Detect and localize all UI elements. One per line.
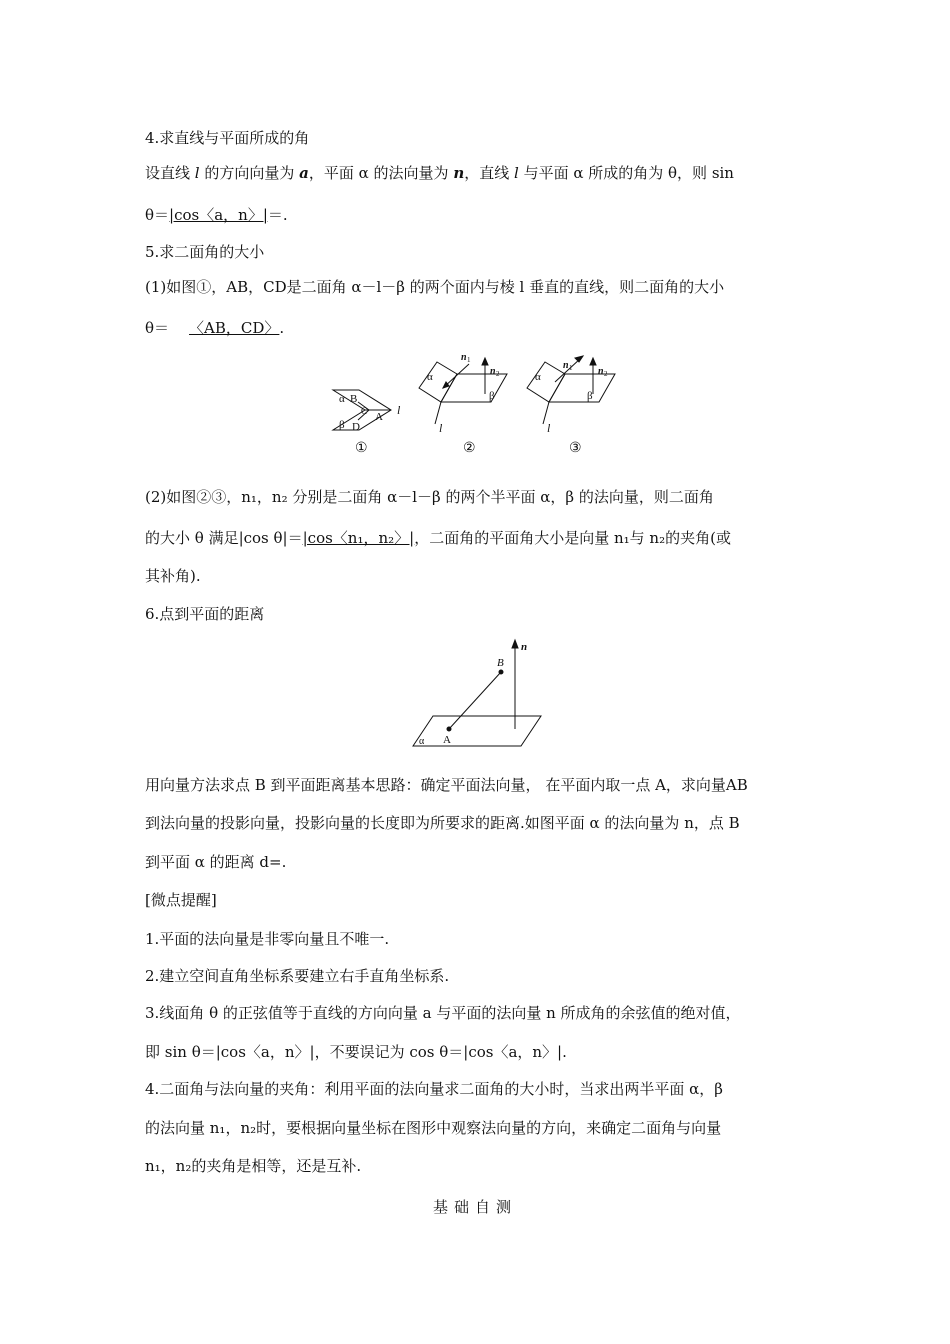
section-6-line1: 用向量方法求点 B 到平面距离基本思路：确定平面法向量， 在平面内取一点 A，求向量AB bbox=[145, 776, 748, 794]
section-5-p1-line1: (1)如图①，AB，CD是二面角 α－l－β 的两个面内与棱 l 垂直的直线，则二面角的大小 bbox=[145, 278, 725, 296]
text-fragment: 的大小 θ 满足|cos θ|＝ bbox=[145, 529, 303, 547]
text-fragment: 的方向向量为 bbox=[199, 164, 300, 182]
label-n2-sub: 2 bbox=[604, 370, 608, 378]
label-C: C bbox=[361, 406, 368, 416]
text-fragment: ＝. bbox=[267, 206, 288, 224]
label-alpha: α bbox=[535, 371, 541, 383]
caption-3: ③ bbox=[569, 441, 582, 456]
label-A: A bbox=[375, 411, 383, 423]
text-fragment: ，直线 bbox=[464, 164, 514, 182]
text-fragment: . bbox=[279, 319, 285, 337]
tips-heading: [微点提醒] bbox=[145, 891, 217, 909]
vector-a: a bbox=[299, 164, 309, 182]
tip-4-line1: 4.二面角与法向量的夹角：利用平面的法向量求二面角的大小时，当求出两半平面 α，β bbox=[145, 1080, 723, 1098]
answer-blank: |cos〈a，n〉| bbox=[169, 206, 268, 224]
label-B: B bbox=[497, 657, 504, 669]
label-n2-sub: 2 bbox=[496, 370, 500, 378]
section-4-line1 bbox=[145, 163, 734, 183]
figure-1 bbox=[333, 390, 401, 456]
label-n2: n bbox=[490, 366, 496, 377]
tip-4-line3: n₁，n₂的夹角是相等，还是互补. bbox=[145, 1157, 362, 1175]
text-fragment: ，平面 α 的法向量为 bbox=[308, 164, 454, 182]
label-l: l bbox=[439, 421, 443, 435]
dihedral-figures bbox=[325, 348, 625, 456]
tip-4-line2: 的法向量 n₁，n₂时，要根据向量坐标在图形中观察法向量的方向，来确定二面角与向量 bbox=[145, 1119, 722, 1137]
section-4-line2 bbox=[145, 205, 288, 225]
section-5-p2-line2 bbox=[145, 528, 731, 548]
section-6-line3: 到平面 α 的距离 d=. bbox=[145, 853, 287, 871]
label-alpha: α bbox=[339, 393, 345, 405]
label-n1: n bbox=[461, 352, 467, 363]
footer-title: 基础自测 bbox=[432, 1198, 517, 1216]
label-alpha: α bbox=[427, 371, 433, 383]
text-fragment: ，二面角的平面角大小是向量 n₁与 n₂的夹角(或 bbox=[414, 529, 731, 547]
label-n2: n bbox=[598, 366, 604, 377]
var-l: l bbox=[194, 164, 200, 182]
var-l: l bbox=[514, 164, 519, 182]
label-n1-sub: 1 bbox=[467, 356, 471, 364]
section-5-p2-line1: (2)如图②③，n₁，n₂ 分别是二面角 α－l－β 的两个半平面 α，β 的法向量，则二面角 bbox=[145, 488, 714, 506]
distance-figure bbox=[405, 636, 545, 751]
vector-n: n bbox=[453, 164, 465, 182]
section-6-heading: 6.点到平面的距离 bbox=[145, 605, 265, 623]
label-D: D bbox=[352, 421, 360, 433]
text-fragment: θ＝ bbox=[145, 206, 170, 224]
label-l: l bbox=[547, 421, 551, 435]
label-l: l bbox=[397, 403, 401, 417]
label-alpha: α bbox=[419, 736, 425, 747]
label-n1: n bbox=[563, 360, 569, 371]
label-beta: β bbox=[587, 390, 593, 402]
label-n: n bbox=[521, 641, 528, 653]
tip-1: 1.平面的法向量是非零向量且不唯一. bbox=[145, 930, 390, 948]
caption-2: ② bbox=[463, 441, 476, 456]
label-beta: β bbox=[339, 419, 345, 431]
figure-3 bbox=[527, 356, 615, 456]
answer-blank: |cos〈n₁，n₂〉| bbox=[302, 529, 415, 547]
section-4-heading: 4.求直线与平面所成的角 bbox=[145, 129, 310, 147]
caption-1: ① bbox=[355, 441, 368, 456]
label-beta: β bbox=[489, 390, 495, 402]
text-fragment: 与平面 α 所成的角为 θ，则 sin bbox=[518, 164, 734, 182]
tip-3-line1: 3.线面角 θ 的正弦值等于直线的方向向量 a 与平面的法向量 n 所成角的余弦值的绝对值， bbox=[145, 1004, 741, 1022]
section-6-line2: 到法向量的投影向量，投影向量的长度即为所要求的距离.如图平面 α 的法向量为 n，点 B bbox=[145, 814, 740, 832]
text-fragment: θ＝ bbox=[145, 319, 170, 337]
section-5-p1-line2 bbox=[145, 318, 284, 338]
figure-2 bbox=[419, 352, 507, 456]
section-5-heading: 5.求二面角的大小 bbox=[145, 243, 265, 261]
text-fragment: 设直线 bbox=[145, 164, 195, 182]
section-5-p2-line3: 其补角). bbox=[145, 567, 201, 585]
answer-blank: 〈AB，CD〉 bbox=[189, 319, 280, 337]
label-B: B bbox=[350, 393, 358, 405]
label-n1-sub: 1 bbox=[569, 364, 573, 372]
tip-3-line2: 即 sin θ＝|cos〈a，n〉|，不要误记为 cos θ＝|cos〈a，n〉|. bbox=[145, 1043, 567, 1061]
label-A: A bbox=[443, 734, 451, 746]
tip-2: 2.建立空间直角坐标系要建立右手直角坐标系. bbox=[145, 967, 450, 985]
